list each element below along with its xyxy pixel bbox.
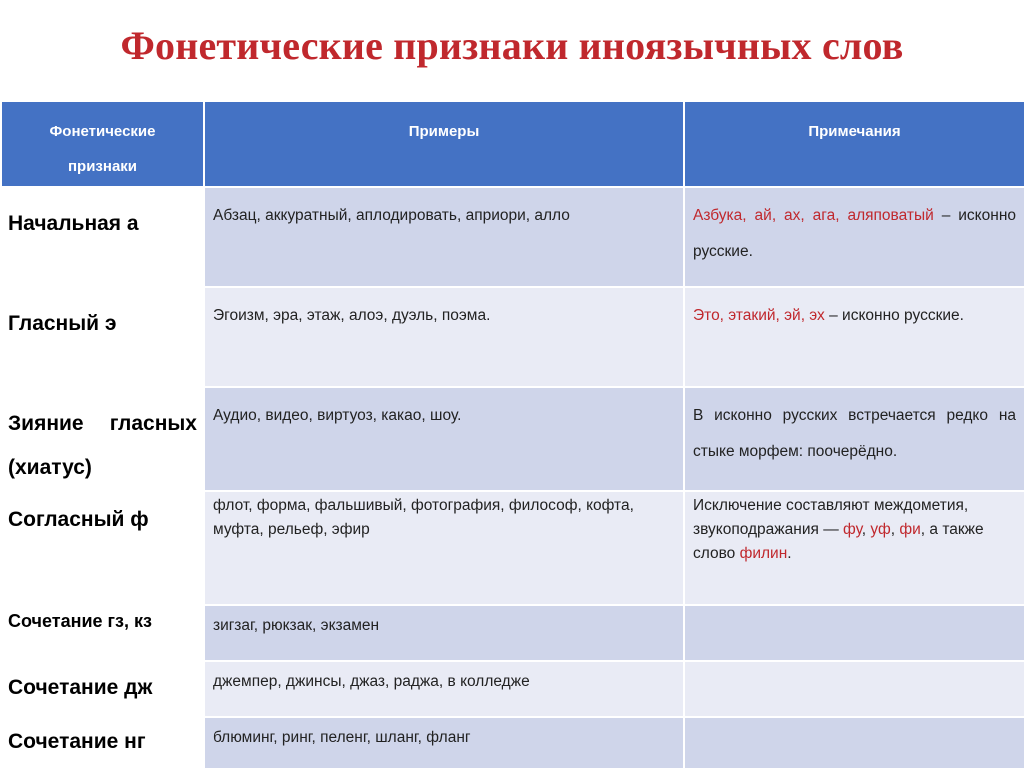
feature-cell: Гласный э (1, 287, 204, 387)
note-text: – исконно русские. (693, 207, 1016, 260)
feature-cell: Сочетание гз, кз (1, 605, 204, 661)
note-text: . (787, 545, 792, 562)
notes-cell: В исконно русских встречается редко на стыке морфем: поочерёдно. (684, 387, 1024, 491)
notes-cell (684, 661, 1024, 717)
notes-cell (684, 717, 1024, 769)
header-examples: Примеры (204, 101, 684, 187)
feature-cell: Начальная а (1, 187, 204, 287)
notes-cell (684, 287, 1024, 387)
examples-cell: Аудио, видео, виртуоз, какао, шоу. (204, 387, 684, 491)
note-red-text: фу (843, 521, 862, 538)
examples-cell: джемпер, джинсы, джаз, раджа, в колледже (204, 661, 684, 717)
table-row (1, 187, 1024, 287)
note-text: , (861, 521, 871, 538)
feature-cell: Сочетание дж (1, 661, 204, 717)
note-red-text: Азбука, ай, ах, ага, аляповатый (693, 207, 934, 224)
examples-cell: зигзаг, рюкзак, экзамен (204, 605, 684, 661)
note-text: – исконно русские. (824, 307, 964, 324)
feature-cell: Сочетание нг (1, 717, 204, 769)
note-red-text: уф (870, 521, 891, 538)
note-text: , а также слово (693, 521, 984, 562)
table-row (1, 491, 1024, 605)
table-header-row (1, 101, 1024, 187)
table-row (1, 661, 1024, 717)
page-title: Фонетические признаки иноязычных слов (120, 23, 904, 68)
table-row (1, 387, 1024, 491)
note-text: Исключение составляют междометия, звукоподражания — (693, 497, 969, 538)
table-row (1, 717, 1024, 769)
note-text: , (890, 521, 900, 538)
notes-cell (684, 491, 1024, 605)
phonetic-features-table (0, 100, 1024, 770)
feature-cell: Зияние гласных (хиатус) (1, 387, 204, 491)
note-red-text: филин (739, 545, 788, 562)
note-red-text: фи (899, 521, 921, 538)
table-row (1, 287, 1024, 387)
notes-cell (684, 187, 1024, 287)
table-row (1, 605, 1024, 661)
examples-cell: блюминг, ринг, пеленг, шланг, фланг (204, 717, 684, 769)
note-red-text: Это, этакий, эй, эх (693, 307, 825, 324)
notes-cell (684, 605, 1024, 661)
examples-cell: Эгоизм, эра, этаж, алоэ, дуэль, поэма. (204, 287, 684, 387)
header-feature: Фонетические признаки (1, 101, 204, 187)
feature-cell: Согласный ф (1, 491, 204, 605)
examples-cell: Абзац, аккуратный, аплодировать, априори, алло (204, 187, 684, 287)
header-notes: Примечания (684, 101, 1024, 187)
examples-cell: флот, форма, фальшивый, фотография, философ, кофта, муфта, рельеф, эфир (204, 491, 684, 605)
